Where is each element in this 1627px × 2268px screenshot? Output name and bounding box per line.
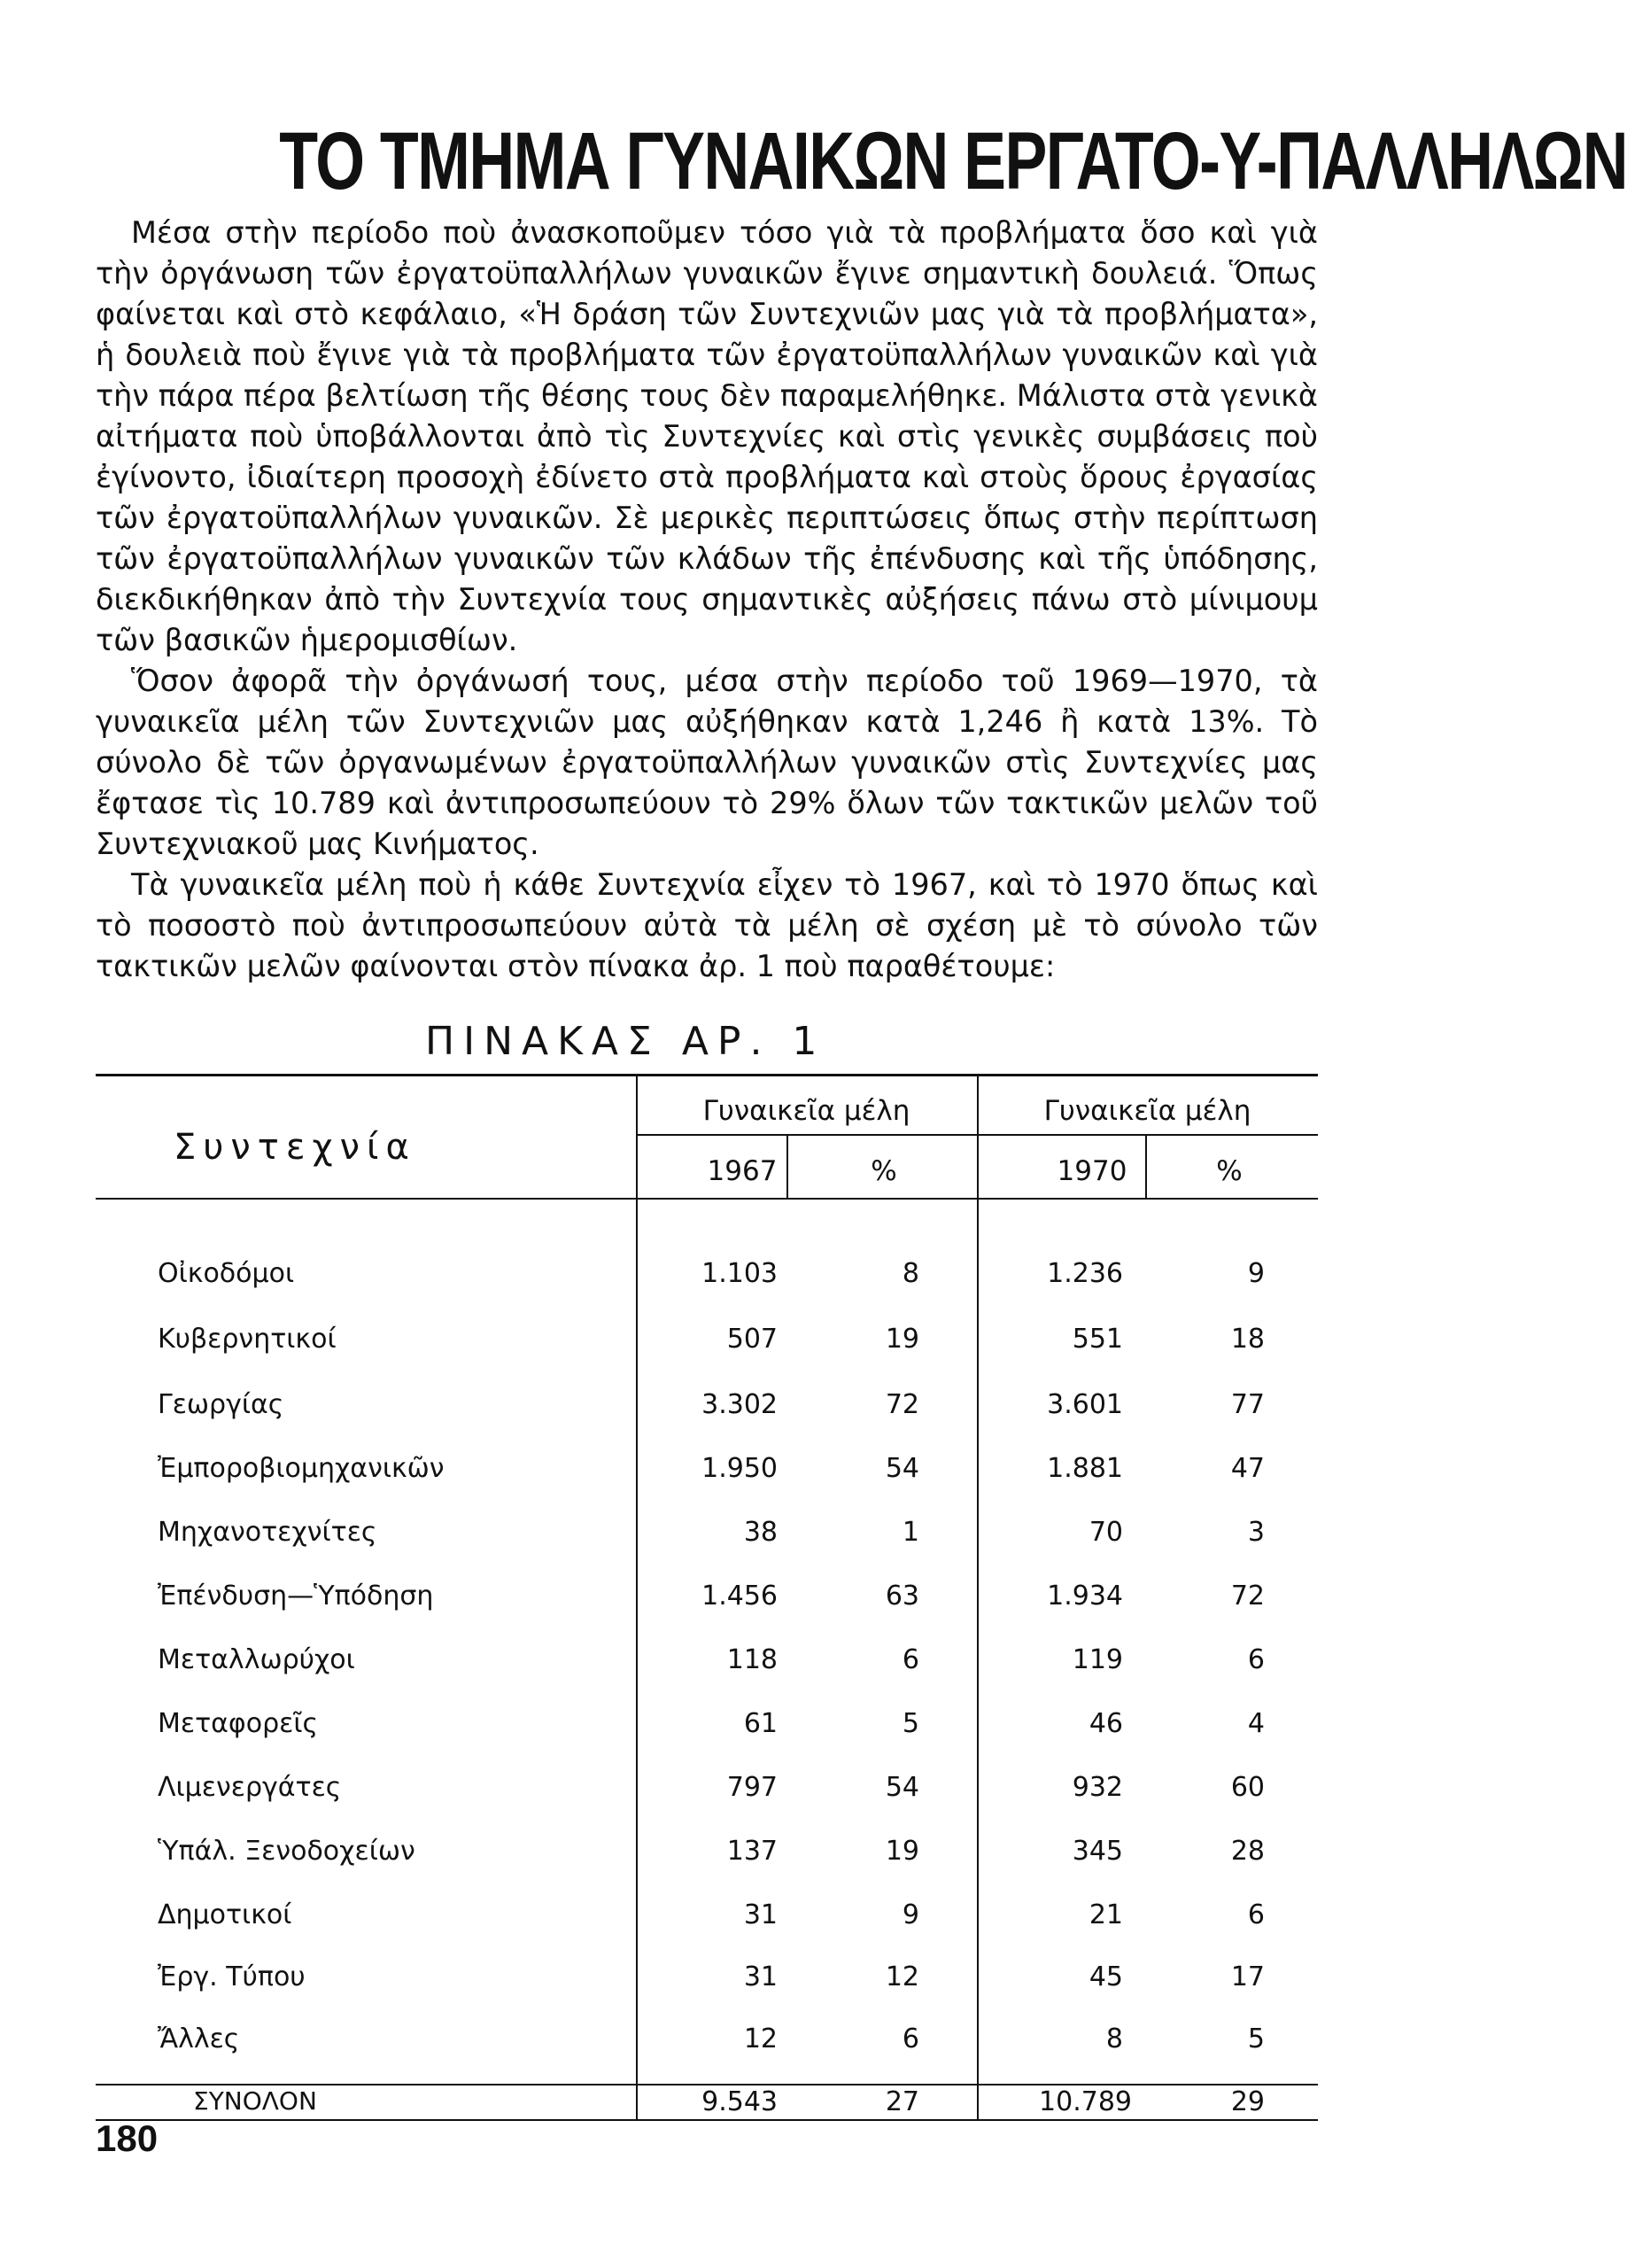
row-percent-1967: 9 — [902, 1899, 919, 1930]
table-bottom-border — [96, 2119, 1318, 2121]
row-percent-1967: 5 — [902, 1708, 919, 1739]
row-percent-1967: 6 — [902, 2023, 919, 2054]
row-name: Ἐπένδυση—Ὑπόδηση — [158, 1581, 434, 1612]
row-percent-1970: 18 — [1230, 1324, 1265, 1355]
row-value-1967: 61 — [743, 1708, 778, 1739]
row-name: Οἰκοδόμοι — [158, 1258, 295, 1289]
col-header-percent-1970: % — [1216, 1155, 1243, 1187]
row-percent-1967: 54 — [885, 1453, 919, 1484]
row-percent-1970: 6 — [1247, 1899, 1265, 1930]
row-name: Ἐμποροβιομηχανικῶν — [158, 1453, 445, 1484]
col-header-percent-1967: % — [871, 1155, 897, 1187]
row-percent-1970: 28 — [1230, 1836, 1265, 1867]
row-value-1970: 345 — [1072, 1836, 1123, 1867]
col-group-header-1967: Γυναικεῖα μέλη — [702, 1095, 910, 1127]
total-percent-1967: 27 — [885, 2086, 919, 2117]
row-percent-1967: 8 — [902, 1258, 919, 1289]
total-value-1967: 9.543 — [701, 2086, 778, 2117]
row-percent-1967: 54 — [885, 1772, 919, 1803]
row-percent-1967: 1 — [902, 1517, 919, 1548]
total-label: ΣΥΝΟΛΟΝ — [193, 2086, 317, 2116]
row-value-1970: 70 — [1089, 1517, 1123, 1548]
row-percent-1970: 77 — [1230, 1389, 1265, 1420]
total-top-border — [96, 2084, 1318, 2085]
row-value-1967: 797 — [726, 1772, 778, 1803]
row-value-1970: 932 — [1072, 1772, 1123, 1803]
row-percent-1967: 19 — [885, 1836, 919, 1867]
row-percent-1970: 6 — [1247, 1644, 1265, 1675]
total-value-1970: 10.789 — [1039, 2086, 1132, 2117]
row-value-1967: 3.302 — [701, 1389, 778, 1420]
header-bottom-border — [96, 1198, 1318, 1200]
row-name: Λιμενεργάτες — [158, 1772, 342, 1803]
page-number: 180 — [96, 2117, 159, 2159]
page-title: ΤΟ ΤΜΗΜΑ ΓΥΝΑΙΚΩΝ ΕΡΓΑΤΟ-Υ-ΠΑΛΛΗΛΩΝ — [279, 116, 1627, 206]
row-name: Ἄλλες — [158, 2023, 240, 2054]
row-name: Κυβερνητικοί — [158, 1324, 337, 1355]
row-value-1970: 1.934 — [1047, 1581, 1123, 1612]
row-percent-1970: 72 — [1230, 1581, 1265, 1612]
row-value-1967: 1.950 — [701, 1453, 778, 1484]
row-percent-1967: 12 — [885, 1961, 919, 1992]
row-value-1967: 118 — [726, 1644, 778, 1675]
col-header-1967: 1967 — [707, 1155, 778, 1187]
row-value-1970: 1.236 — [1047, 1258, 1123, 1289]
row-value-1970: 3.601 — [1047, 1389, 1123, 1420]
paragraph-1: Μέσα στὴν περίοδο ποὺ ἀνασκοποῦμεν τόσο γιὰ τὰ προβλήματα ὅσο καὶ γιὰ τὴν ὀργάνωση τῶν ἐργατοϋπαλλήλων γυναικῶν ἔγινε σημαντικὴ δουλειά. Ὅπως φαίνεται καὶ στὸ κεφάλαιο, «Ἡ δράση τῶν Συντεχνιῶν μας γιὰ τὰ προβλήματα», ἡ δουλειὰ ποὺ ἔγινε γιὰ τὰ προβλήματα τῶν ἐργατοϋπαλλήλων γυναικῶν καὶ γιὰ τὴν πάρα πέρα βελτίωση τῆς θέσης τους δὲν παραμελήθηκε. Μάλιστα στὰ γενικὰ αἰτήματα ποὺ ὑποβάλλονται ἀπὸ τὶς Συντεχνίες καὶ στὶς γενικὲς συμβάσεις ποὺ ἐγίνοντο, ἰδιαίτερη προσοχὴ ἐδίνετο στὰ προβλήματα καὶ στοὺς ὅρους ἐργασίας τῶν ἐργατοϋπαλλήλων γυναικῶν. Σὲ μερικὲς περιπτώσεις ὅπως στὴν περίπτωση τῶν ἐργατοϋπαλλήλων γυναικῶν τῶν κλάδων τῆς ἐπένδυσης καὶ τῆς ὑπόδησης, διεκδικήθηκαν ἀπὸ τὴν Συντεχνία τους σημαντικὲς αὐξήσεις πάνω στὸ μίνιμουμ τῶν βασικῶν ἡμερομισθίων. — [96, 215, 1318, 657]
row-value-1970: 8 — [1105, 2023, 1123, 2054]
table-caption: ΠΙΝΑΚΑΣ ΑΡ. 1 — [425, 1019, 826, 1064]
row-value-1967: 31 — [743, 1961, 778, 1992]
row-percent-1970: 17 — [1230, 1961, 1265, 1992]
row-value-1967: 12 — [743, 2023, 778, 2054]
col-divider-4 — [1145, 1134, 1147, 1200]
article-body — [96, 213, 1318, 987]
row-value-1970: 45 — [1089, 1961, 1123, 1992]
row-percent-1970: 4 — [1247, 1708, 1265, 1739]
row-value-1967: 1.103 — [701, 1258, 778, 1289]
row-percent-1970: 60 — [1230, 1772, 1265, 1803]
col-divider-2 — [786, 1134, 788, 1200]
row-value-1967: 38 — [743, 1517, 778, 1548]
paragraph-2: Ὅσον ἀφορᾶ τὴν ὀργάνωσή τους, μέσα στὴν περίοδο τοῦ 1969—1970, τὰ γυναικεῖα μέλη τῶν Συντεχνιῶν μας αὐξήθηκαν κατὰ 1,246 ἢ κατὰ 13%. Τὸ σύνολο δὲ τῶν ὀργανωμένων ἐργατοϋπαλλήλων γυναικῶν στὶς Συντεχνίες μας ἔφτασε τὶς 10.789 καὶ ἀντιπροσωπεύουν τὸ 29% ὅλων τῶν τακτικῶν μελῶν τοῦ Συντεχνιακοῦ μας Κινήματος. — [96, 664, 1318, 861]
row-name: Ἐργ. Τύπου — [158, 1961, 306, 1992]
row-name: Δημοτικοί — [158, 1899, 292, 1930]
col-header-1970: 1970 — [1057, 1155, 1127, 1187]
row-value-1967: 507 — [726, 1324, 778, 1355]
col-divider-1 — [636, 1074, 638, 2121]
row-percent-1967: 72 — [885, 1389, 919, 1420]
row-name: Ὑπάλ. Ξενοδοχείων — [158, 1836, 415, 1867]
row-percent-1970: 47 — [1230, 1453, 1265, 1484]
row-value-1970: 119 — [1072, 1644, 1123, 1675]
row-percent-1970: 3 — [1247, 1517, 1265, 1548]
row-name: Μεταλλωρύχοι — [158, 1644, 355, 1675]
table-top-border — [96, 1074, 1318, 1076]
row-value-1967: 1.456 — [701, 1581, 778, 1612]
row-percent-1970: 5 — [1247, 2023, 1265, 2054]
members-table — [96, 1074, 1318, 2137]
row-percent-1967: 63 — [885, 1581, 919, 1612]
paragraph-3: Τὰ γυναικεῖα μέλη ποὺ ἡ κάθε Συντεχνία εἶχεν τὸ 1967, καὶ τὸ 1970 ὅπως καὶ τὸ ποσοστὸ ποὺ ἀντιπροσωπεύουν αὐτὰ τὰ μέλη σὲ σχέση μὲ τὸ σύνολο τῶν τακτικῶν μελῶν φαίνονται στὸν πίνακα ἀρ. 1 ποὺ παραθέτουμε: — [96, 867, 1318, 983]
row-percent-1967: 6 — [902, 1644, 919, 1675]
row-value-1970: 21 — [1089, 1899, 1123, 1930]
row-percent-1970: 9 — [1247, 1258, 1265, 1289]
total-percent-1970: 29 — [1230, 2086, 1265, 2117]
row-name: Μηχανοτεχνίτες — [158, 1517, 377, 1548]
row-name: Γεωργίας — [158, 1389, 284, 1420]
row-value-1967: 31 — [743, 1899, 778, 1930]
col-group-header-1970: Γυναικεῖα μέλη — [1043, 1095, 1251, 1127]
row-percent-1967: 19 — [885, 1324, 919, 1355]
row-value-1970: 1.881 — [1047, 1453, 1123, 1484]
row-value-1970: 551 — [1072, 1324, 1123, 1355]
row-value-1970: 46 — [1089, 1708, 1123, 1739]
col-header-syntexnia: Συντεχνία — [174, 1127, 416, 1168]
col-divider-3 — [977, 1074, 979, 2121]
row-value-1967: 137 — [726, 1836, 778, 1867]
row-name: Μεταφορεῖς — [158, 1708, 319, 1739]
